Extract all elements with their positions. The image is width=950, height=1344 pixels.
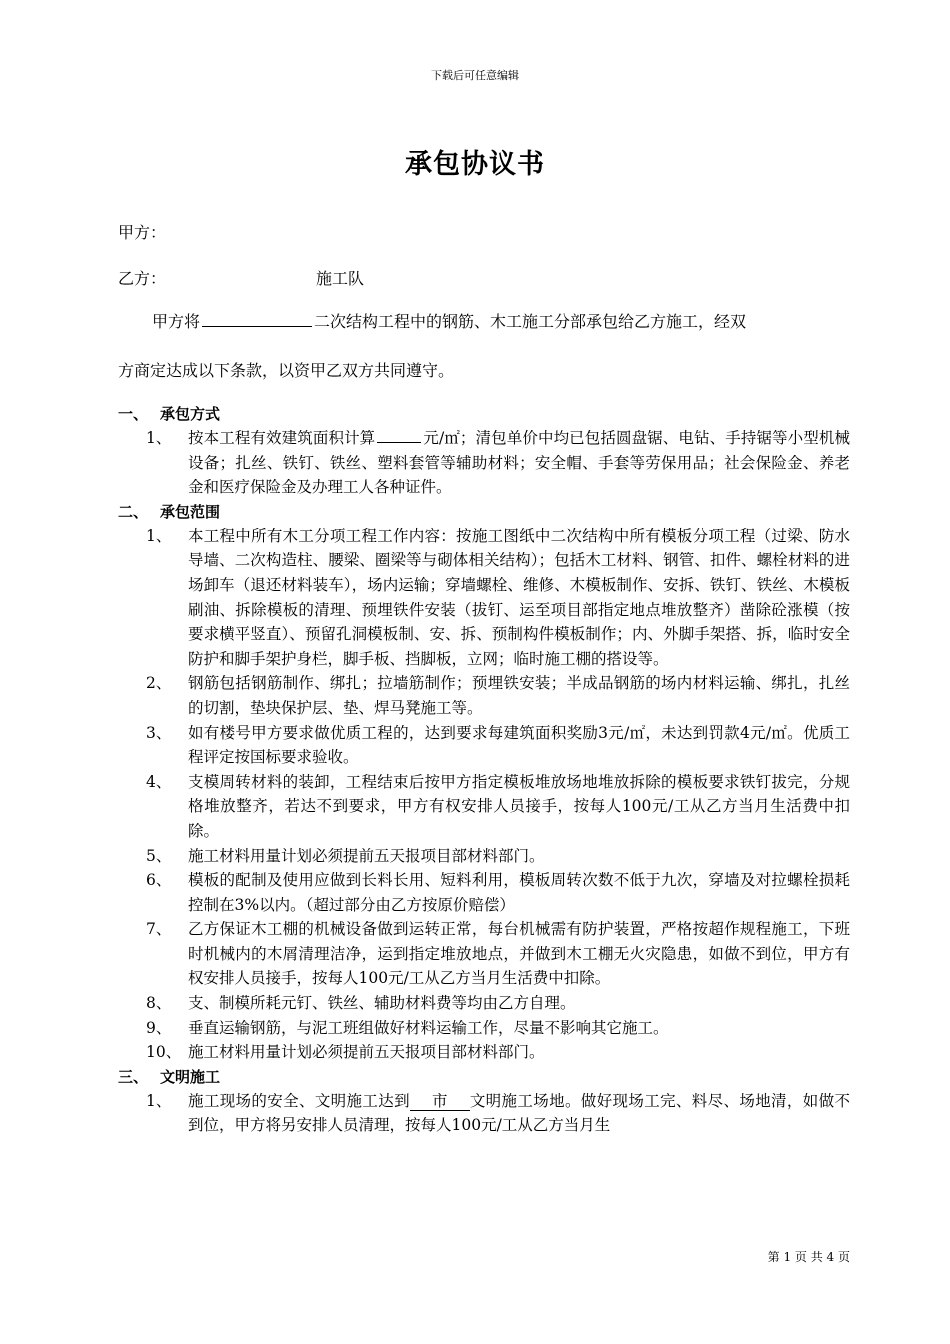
clause-item	[118, 1089, 850, 1138]
clause-number: 9、	[146, 1018, 172, 1037]
section-heading	[118, 500, 850, 524]
clause-text: 支、制模所耗元钉、铁丝、辅助材料费等均由乙方自理。	[188, 994, 576, 1013]
clause-number: 5、	[146, 846, 172, 865]
clause-text: 乙方保证木工棚的机械设备做到运转正常，每台机械需有防护装置，严格按超作规程施工，下班时机械内的木屑清理洁净，运到指定堆放地点，并做到木工棚无火灾隐患，如做不到位，甲方有权安排人员接手，按每人100元/工从乙方当月生活费中扣除。	[188, 920, 850, 988]
section-number: 三、	[118, 1067, 149, 1086]
section-title: 文明施工	[160, 1067, 221, 1086]
party-a-label: 甲方：	[118, 223, 167, 242]
section-number: 二、	[118, 502, 149, 521]
clause-text	[188, 1089, 850, 1138]
clause-number: 1、	[146, 526, 172, 545]
page-number: 第 1 页 共 4 页	[767, 1250, 850, 1264]
clause-number: 10、	[146, 1043, 182, 1062]
clause-number: 2、	[146, 674, 172, 693]
clause-text: 施工材料用量计划必须提前五天报项目部材料部门。	[188, 1043, 545, 1062]
clause-item	[118, 844, 850, 869]
section-title: 承包方式	[160, 405, 221, 423]
clause-text: 垂直运输钢筋，与泥工班组做好材料运输工作，尽量不影响其它施工。	[188, 1018, 669, 1037]
clause-item	[118, 426, 850, 500]
clause-text: 钢筋包括钢筋制作、绑扎；拉墙筋制作；预埋铁安装；半成品钢筋的场内材料运输、绑扎，扎丝的切割，垫块保护层、垫、焊马凳施工等。	[188, 674, 850, 717]
clause-item	[118, 1040, 850, 1065]
party-b-line	[118, 266, 365, 289]
clause-text: 支模周转材料的装卸，工程结束后按甲方指定模板堆放场地堆放拆除的模板要求铁钉拔完，分规格堆放整齐，若达不到要求，甲方有权安排人员接手，按每人100元/工从乙方当月生活费中扣除。	[188, 772, 850, 840]
party-b-team: 施工队	[316, 269, 365, 288]
clause-text: 施工材料用量计划必须提前五天报项目部材料部门。	[188, 846, 545, 865]
clause-text: 本工程中所有木工分项工程工作内容：按施工图纸中二次结构中所有模板分项工程（过梁、防水导墙、二次构造柱、腰梁、圈梁等与砌体相关结构）；包括木工材料、钢管、扣件、螺栓材料的进场卸车（退还材料装车），场内运输；穿墙螺栓、维修、木模板制作、安拆、铁钉、铁丝、木模板刷油、拆除模板的清理、预埋铁件安装（拔钉、运至项目部指定地点堆放整齐）凿除砼涨模（按要求横平竖直）、预留孔洞模板制、安、拆、预制构件模板制作；内、外脚手架搭、拆，临时安全防护和脚手架护身栏，脚手板、挡脚板，立网；临时施工棚的搭设等。	[188, 526, 850, 668]
section-heading	[118, 402, 850, 426]
clause-item	[118, 721, 850, 770]
header-note: 下载后可任意编辑	[431, 69, 519, 82]
clause-text-rest: 元/㎡；清包单价中均已包括圆盘锯、电钻、手持锯等小型机械设备；扎丝、铁钉、铁丝、塑料套管等辅助材料；安全帽、手套等劳保用品；社会保险金、养老金和医疗保险金及办理工人各种证件。	[188, 429, 850, 497]
clause-item	[118, 524, 850, 672]
clause-number: 3、	[146, 723, 172, 742]
section-heading	[118, 1065, 850, 1089]
clause-item	[118, 991, 850, 1016]
clause-text-rest: 文明施工场地。做好现场工完、料尽、场地清，如做不到位，甲方将另安排人员清理，按每人100元/工从乙方当月生	[188, 1091, 850, 1135]
city-blank: 市	[410, 1092, 470, 1111]
clause-number: 1、	[146, 429, 172, 447]
party-b-label: 乙方：	[118, 269, 167, 288]
section-number: 一、	[118, 405, 149, 423]
clause-number: 4、	[146, 772, 172, 791]
clause-number: 1、	[146, 1091, 172, 1110]
clause-number: 7、	[146, 920, 172, 939]
clause-item	[118, 917, 850, 991]
clause-number: 6、	[146, 871, 172, 890]
intro-line-1	[152, 309, 746, 332]
project-name-blank	[202, 310, 312, 327]
clause-item	[118, 770, 850, 844]
clause-item	[118, 868, 850, 917]
section-title: 承包范围	[160, 502, 221, 521]
unit-price-blank	[377, 426, 421, 443]
document-title: 承包协议书	[405, 149, 545, 180]
clause-text: 如有楼号甲方要求做优质工程的，达到要求每建筑面积奖励3元/㎡，未达到罚款4元/㎡。优质工程评定按国标要求验收。	[188, 723, 850, 767]
clause-text-start: 按本工程有效建筑面积计算	[188, 429, 376, 447]
clause-text: 模板的配制及使用应做到长料长用、短料利用，模板周转次数不低于九次，穿墙及对拉螺栓损耗控制在3%以内。（超过部分由乙方按原价赔偿）	[188, 871, 850, 914]
clause-text	[188, 426, 850, 500]
clause-item	[118, 1016, 850, 1041]
party-a-line	[118, 220, 166, 243]
clauses	[118, 402, 850, 1138]
intro-line-2: 方商定达成以下条款，以资甲乙双方共同遵守。	[118, 361, 455, 380]
clause-item	[118, 671, 850, 720]
clause-text-start: 施工现场的安全、文明施工达到	[188, 1091, 410, 1110]
clause-number: 8、	[146, 994, 172, 1013]
intro-suffix: 二次结构工程中的钢筋、木工施工分部承包给乙方施工，经双	[314, 312, 747, 331]
intro-prefix: 甲方将	[152, 312, 201, 331]
